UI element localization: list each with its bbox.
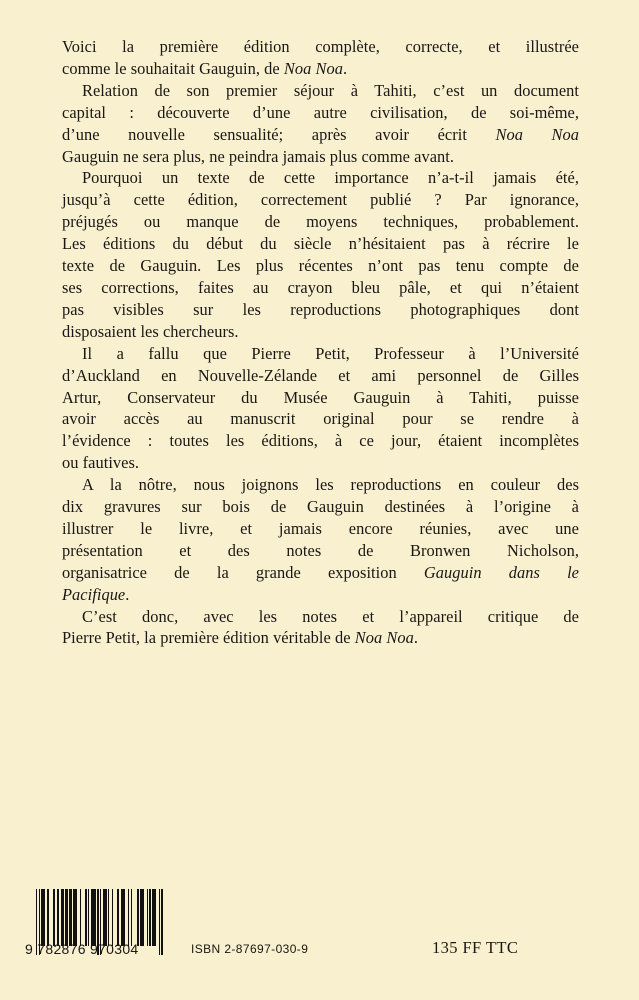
text-line <box>62 343 579 365</box>
text-segment: avoir accès au manuscrit original pour se rendre à <box>62 409 579 429</box>
barcode <box>25 884 173 964</box>
text-line <box>62 124 579 146</box>
text-line <box>62 387 579 409</box>
text-segment: comme le souhaitait Gauguin, de <box>62 58 284 78</box>
text-line <box>62 146 579 168</box>
text-line <box>62 167 579 189</box>
back-cover-text <box>62 36 579 649</box>
text-segment: Les éditions du début du siècle n’hésitaient pas à récrire le <box>62 234 579 254</box>
text-line <box>62 606 579 628</box>
text-segment: présentation et des notes de Bronwen Nicholson, <box>62 540 579 560</box>
text-segment: . <box>413 628 418 648</box>
text-line <box>62 562 579 584</box>
text-line <box>62 474 579 496</box>
text-segment: capital : découverte d’une autre civilisation, de soi-même, <box>62 102 579 122</box>
text-line <box>62 58 579 80</box>
text-line <box>62 277 579 299</box>
text-line <box>62 255 579 277</box>
italic-title-text: Noa Noa <box>495 124 579 144</box>
text-segment: C’est donc, avec les notes et l’appareil critique de <box>82 606 579 626</box>
paragraph <box>62 36 579 80</box>
text-segment: . <box>343 58 348 78</box>
text-segment: Artur, Conservateur du Musée Gauguin à Tahiti, puisse <box>62 387 579 407</box>
text-line <box>62 365 579 387</box>
text-line <box>62 233 579 255</box>
text-line <box>62 102 579 124</box>
text-segment: Il a fallu que Pierre Petit, Professeur à l’Université <box>82 343 579 363</box>
italic-title-text: Gauguin dans le <box>423 562 580 582</box>
paragraph <box>62 343 579 474</box>
text-line <box>62 430 579 452</box>
text-segment: l’évidence : toutes les éditions, à ce jour, étaient incomplètes <box>62 431 579 451</box>
italic-title-text: Pacifique <box>62 584 126 604</box>
text-segment: d’une nouvelle sensualité; après avoir écrit <box>62 124 496 144</box>
price: 135 FF TTC <box>432 938 519 957</box>
text-segment: pas visibles sur les reproductions photographiques dont <box>62 299 579 319</box>
barcode-digits: 9 782876 970304 <box>25 941 139 957</box>
text-segment: disposaient les chercheurs. <box>62 321 239 341</box>
paragraph <box>62 474 579 605</box>
text-line <box>62 627 579 649</box>
paragraph <box>62 80 579 168</box>
text-line <box>62 584 579 606</box>
text-segment: Pourquoi un texte de cette importance n’a-t-il jamais été, <box>82 168 579 188</box>
text-line <box>62 80 579 102</box>
text-segment: Voici la première édition complète, correcte, et illustrée <box>62 37 579 56</box>
text-segment: jusqu’à cette édition, correctement publié ? Par ignorance, <box>62 190 579 210</box>
text-line <box>62 36 579 58</box>
text-segment: Relation de son premier séjour à Tahiti, c’est un document <box>82 80 579 100</box>
text-segment: organisatrice de la grande exposition <box>62 562 424 582</box>
text-line <box>62 452 579 474</box>
text-segment: texte de Gauguin. Les plus récentes n’ont pas tenu compte de <box>62 256 579 276</box>
text-line <box>62 211 579 233</box>
text-line <box>62 408 579 430</box>
text-line <box>62 189 579 211</box>
paragraph <box>62 606 579 650</box>
text-line <box>62 299 579 321</box>
text-segment: préjugés ou manque de moyens techniques, probablement. <box>62 212 579 232</box>
text-segment: illustrer le livre, et jamais encore réunies, avec une <box>62 518 579 538</box>
isbn: ISBN 2-87697-030-9 <box>191 942 309 956</box>
text-segment: Gauguin ne sera plus, ne peindra jamais plus comme avant. <box>62 146 455 166</box>
text-segment: dix gravures sur bois de Gauguin destinées à l’origine à <box>62 497 579 517</box>
text-segment: Pierre Petit, la première édition véritable de <box>62 628 355 648</box>
italic-title-text: Noa Noa <box>283 58 343 78</box>
text-line <box>62 518 579 540</box>
barcode-bars <box>36 889 163 946</box>
italic-title-text: Noa Noa <box>354 628 414 648</box>
text-line <box>62 496 579 518</box>
text-line <box>62 321 579 343</box>
text-segment: ses corrections, faites au crayon bleu pâle, et qui n’étaient <box>62 277 579 297</box>
text-line <box>62 540 579 562</box>
paragraph <box>62 167 579 342</box>
text-segment: . <box>125 584 130 604</box>
text-segment: A la nôtre, nous joignons les reproductions en couleur des <box>82 475 579 495</box>
text-segment: d’Auckland en Nouvelle-Zélande et ami personnel de Gilles <box>62 365 579 385</box>
text-segment: ou fautives. <box>62 453 140 473</box>
